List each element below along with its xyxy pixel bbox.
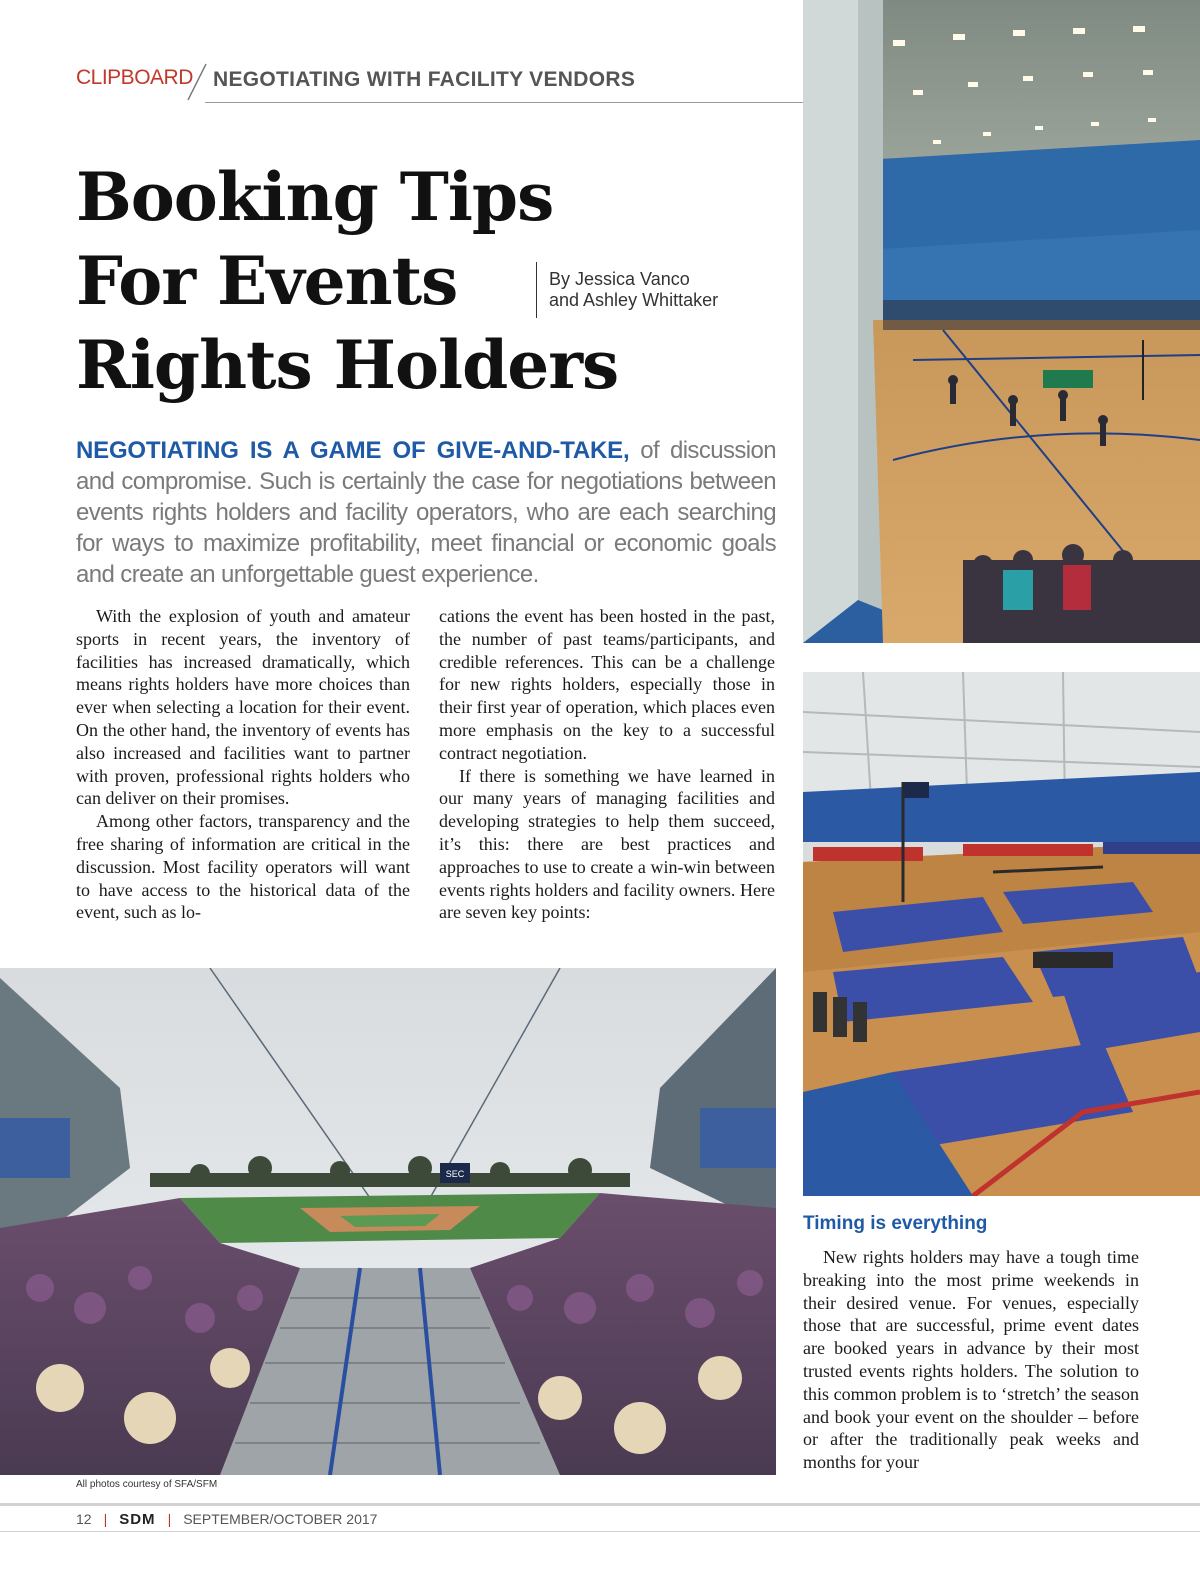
issue-date: SEPTEMBER/OCTOBER 2017 [183,1511,378,1527]
body-column-2 [439,605,775,924]
body-paragraph: cations the event has been hosted in the past, the number of past teams/participants, and credible references. This can be a challenge for new rights holders, especially those in their first year of operation, which places even more emphasis on the key to a successful contract negotiation. [439,606,775,763]
body-paragraph: Among other factors, transparency and the free sharing of information are critical in the discussion. Most facility operators will want to have access to the historical data of the event, such as lo- [76,811,410,923]
deck-paragraph [76,435,776,590]
section-title: NEGOTIATING WITH FACILITY VENDORS [213,68,636,91]
deck-lead: NEGOTIATING IS A GAME OF GIVE-AND-TAKE, [76,437,630,464]
footer-bar [0,1503,1200,1506]
byline [549,269,718,311]
magazine-brand: SDM [119,1511,156,1528]
body-column-1 [76,605,410,924]
headline-line-3: Rights Holders [76,326,619,404]
headline-line-1: Booking Tips [76,158,554,236]
body-column-3 [803,1246,1139,1474]
header-rule [205,102,803,103]
scoreboard-text: SEC [445,1169,465,1179]
section-tag: CLIPBOARD [76,66,193,89]
byline-line-2: and Ashley Whittaker [549,290,719,310]
deck-text: of discussion and compromise. Such is certainly the case for negotiations between events rights holders and facility operators, who are each searching for ways to maximize profitability, meet financial or economic goals and create an unforgettable guest experience. [76,437,777,588]
footer-separator: | [167,1511,172,1527]
photo-credit: All photos courtesy of SFA/SFM [76,1479,218,1490]
page-number: 12 [76,1511,92,1527]
footer-separator: | [103,1511,108,1527]
byline-rule [536,262,537,318]
footer-rule [0,1531,1200,1532]
footer [76,1511,377,1528]
body-paragraph: If there is something we have learned in our many years of managing facilities and developing strategies to help them succeed, it’s this: there are best practices and approaches to use to create a win-win between events rights holders and facility owners. Here are seven key points: [439,765,775,923]
body-paragraph: With the explosion of youth and amateur sports in recent years, the inventory of facilities has increased dramatically, which means rights holders have more choices than ever when selecting a location for their event. On the other hand, the inventory of events has also increased and facilities want to partner with proven, professional rights holders who can deliver on their promises. [76,606,410,809]
subhead-timing: Timing is everything [803,1213,988,1234]
body-paragraph: New rights holders may have a tough time breaking into the most prime weekends in their desired venue. For venues, especially those that are successful, prime event dates are booked years in advance by their most trusted events rights holders. The solution to this common problem is to ‘stretch’ the season and book your event on the shoulder – before or after the traditionally peak weeks and months for your [803,1247,1139,1473]
photo-baseball-stadium [0,968,776,1475]
byline-line-1: By Jessica Vanco [549,269,690,289]
headline-line-2: For Events [76,242,458,320]
section-divider-slash [184,62,210,102]
photo-volleyball-gym [803,0,1200,643]
photo-gymnastics-arena [803,672,1200,1196]
